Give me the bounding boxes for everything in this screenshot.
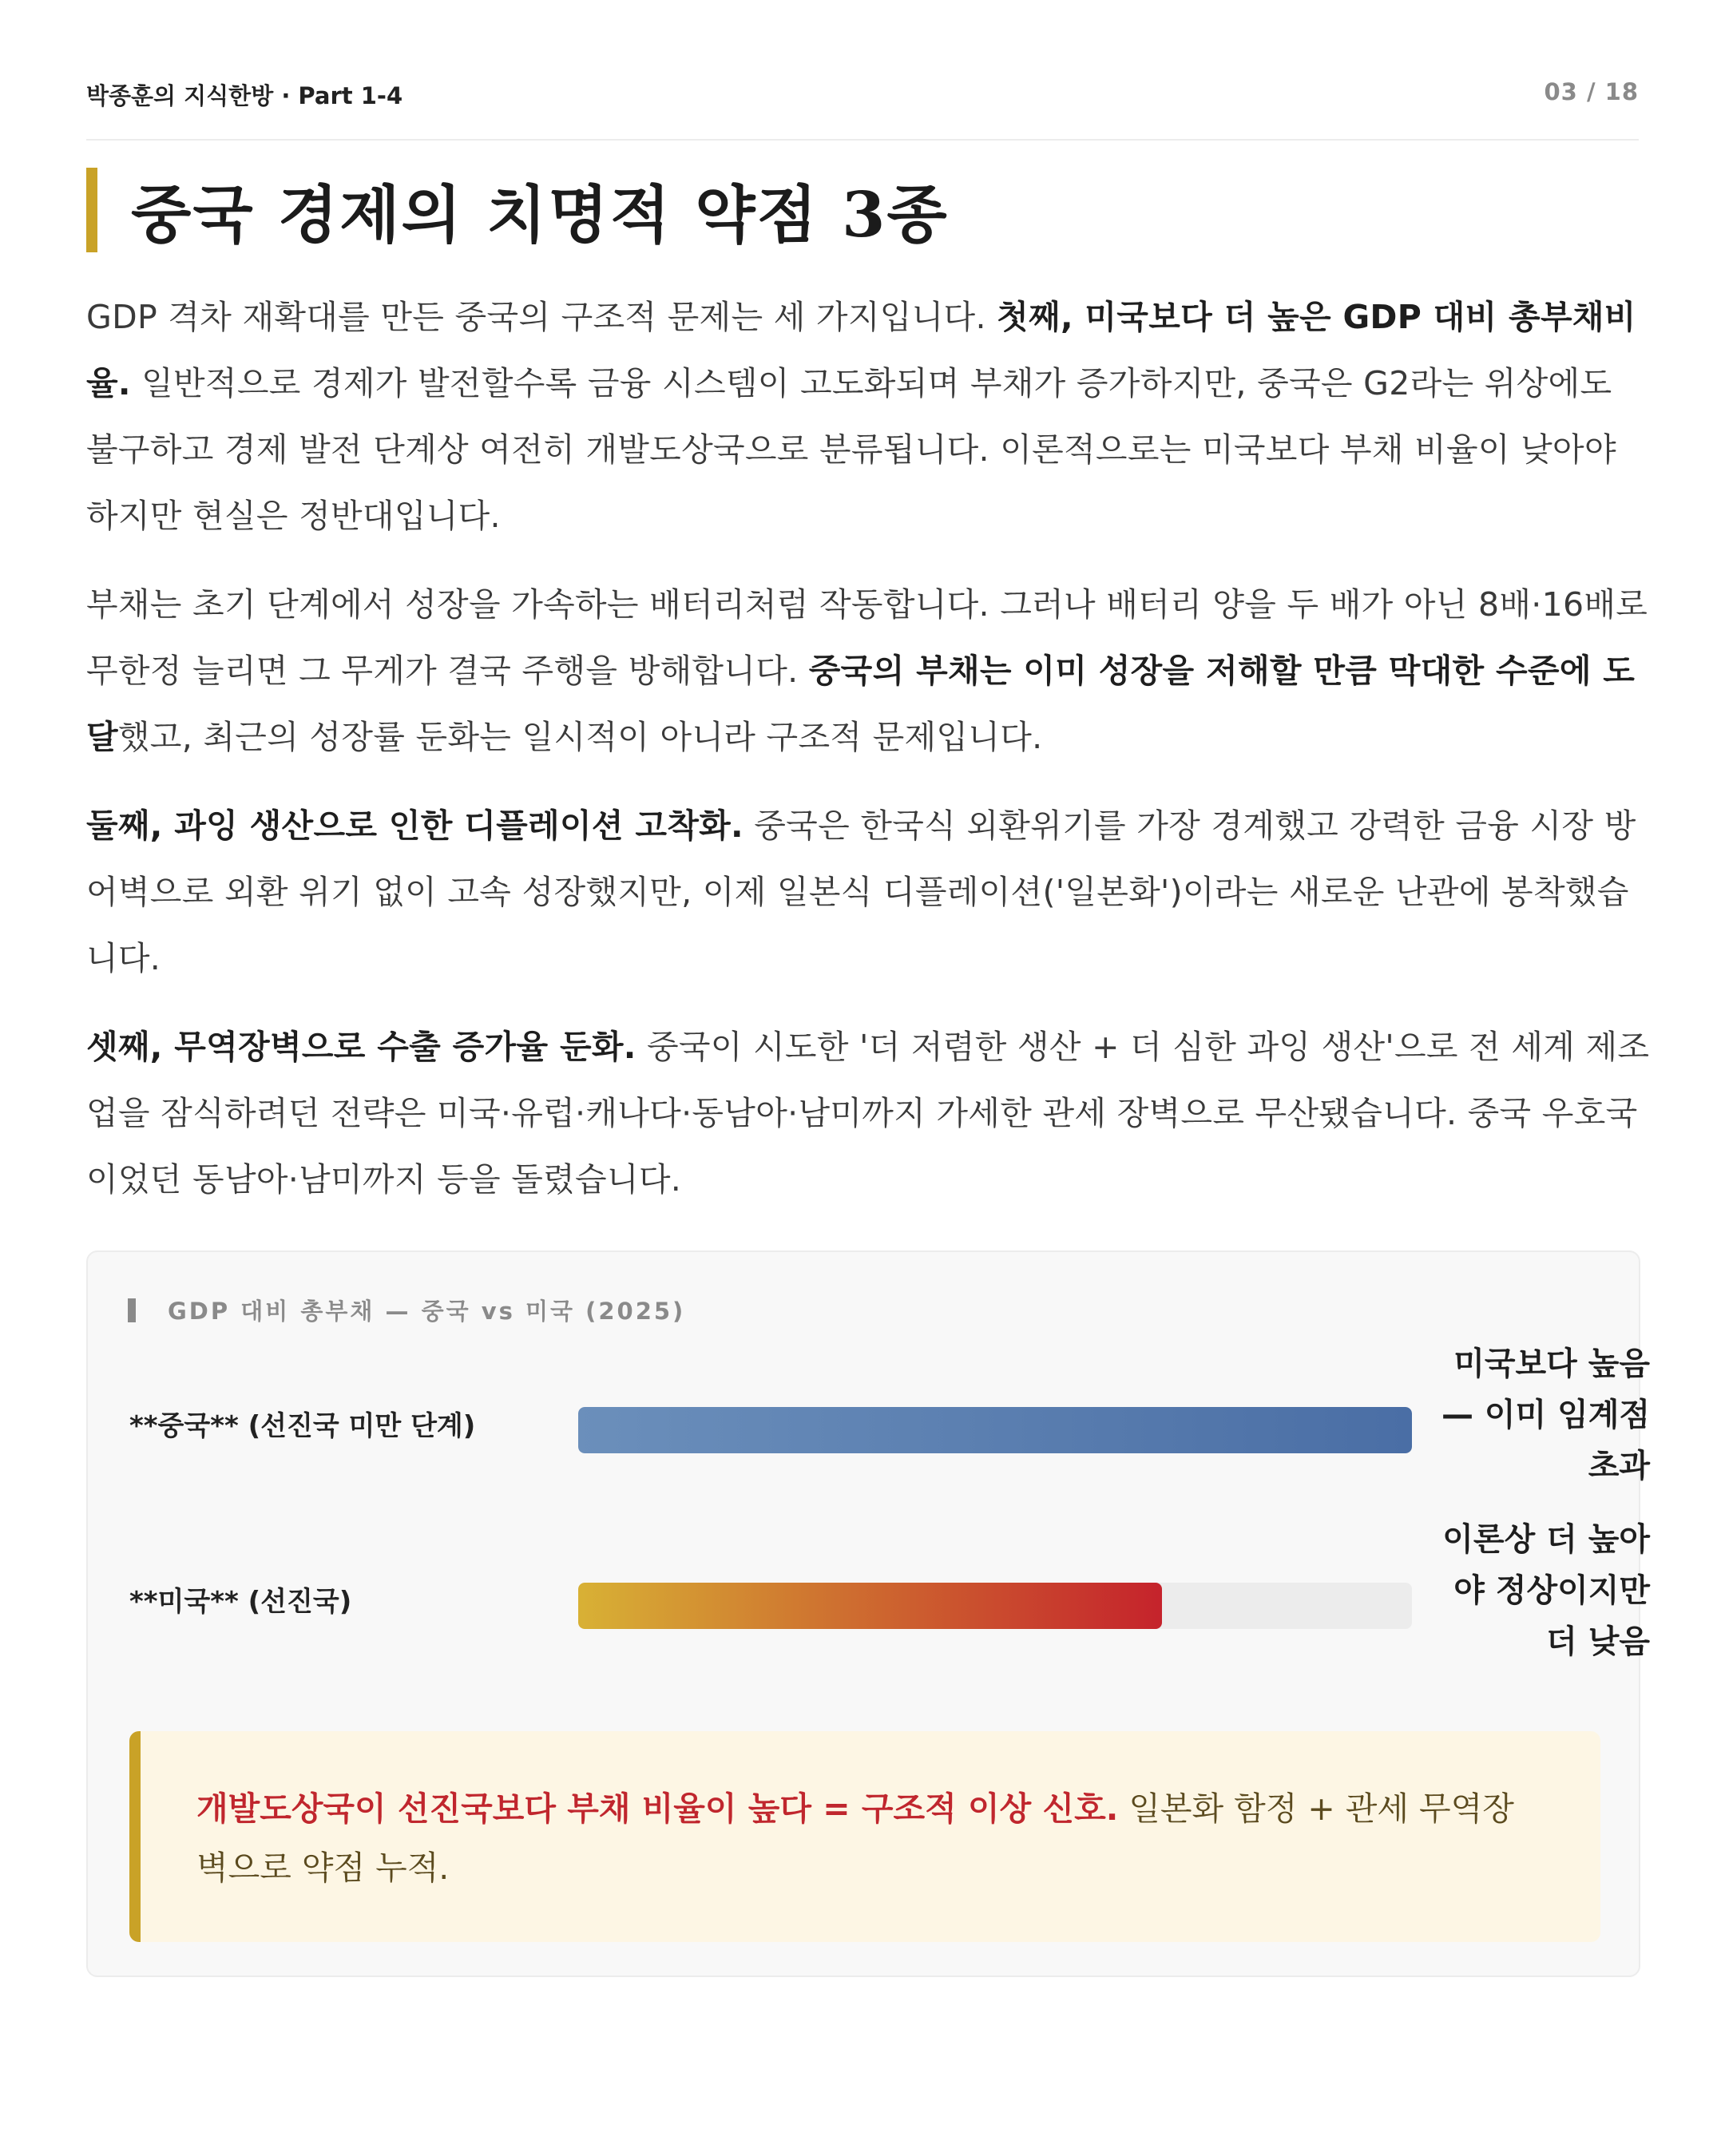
callout-text: 일본화 함정 + 관세 무역장벽으로 약점 누적. <box>196 1789 1514 1887</box>
bar-row-china <box>129 1338 1650 1514</box>
top-bar <box>86 78 1639 141</box>
bar-track-china <box>578 1407 1412 1453</box>
brand-name: 박종훈의 지식한방 <box>86 82 274 109</box>
chart-title <box>128 1294 685 1326</box>
body-segment: 일반적으로 경제가 발전할수록 금융 시스템이 고도화되며 부채가 증가하지만, 중국은 G2라는 위상에도 불구하고 경제 발전 단계상 여전히 개발도상국으로 분류됩니다. 이론적으로는 미국보다 부채 비율이 낮아야 하지만 현실은 정반대입니다. <box>86 364 1616 535</box>
title-block <box>86 168 949 252</box>
chart-title-text: GDP 대비 총부채 — 중국 vs 미국 (2025) <box>168 1298 686 1325</box>
debt-chart-card <box>86 1250 1650 1977</box>
body-segment: 중국은 한국식 외환위기를 가장 경계했고 강력한 금융 시장 방어벽으로 외환 위기 없이 고속 성장했지만, 이제 일본식 디플레이션('일본화')이라는 새로운 난관에 봉착했습니다. <box>86 807 1636 977</box>
paragraph-4 <box>86 1014 1652 1213</box>
callout-highlight: 개발도상국이 선진국보다 부채 비율이 높다 = 구조적 이상 신호. <box>196 1789 1119 1828</box>
part-label: · Part 1-4 <box>273 82 403 109</box>
bar-row-usa <box>129 1514 1650 1690</box>
title-accent-bar <box>86 168 97 252</box>
page-title: 중국 경제의 치명적 약점 3종 <box>131 179 949 252</box>
bar-note-china: 미국보다 높음 — 이미 임계점 초과 <box>1441 1346 1650 1484</box>
brand-label <box>86 78 402 111</box>
body-segment: 부채는 초기 단계에서 성장을 가속하는 배터리처럼 작동합니다. 그러나 배터리 양을 두 배가 아닌 8배·16배로 무한정 늘리면 그 무게가 결국 주행을 방해합니다. <box>86 585 1648 690</box>
emphasis-text: 첫째, 미국보다 더 높은 GDP 대비 총부채비율. <box>86 298 1636 402</box>
bar-label-china: **중국** (선진국 미만 단계) <box>129 1410 476 1442</box>
emphasis-text: 셋째, 무역장벽으로 수출 증가율 둔화. <box>86 1028 636 1066</box>
bar-track-usa <box>578 1583 1412 1629</box>
chart-title-marker <box>128 1298 136 1322</box>
page-counter: 03 / 18 <box>1544 78 1639 105</box>
paragraph-3 <box>86 793 1652 992</box>
paragraph-1 <box>86 284 1652 549</box>
emphasis-text: 둘째, 과잉 생산으로 인한 디플레이션 고착화. <box>86 807 744 845</box>
key-takeaway-callout <box>129 1731 1600 1942</box>
emphasis-text: 중국의 부채는 이미 성장을 저해할 만큼 막대한 수준에 도달 <box>86 652 1636 756</box>
bar-china <box>578 1407 1412 1453</box>
paragraph-2 <box>86 572 1652 771</box>
bar-label-usa: **미국** (선진국) <box>129 1586 352 1618</box>
body-text <box>86 284 1652 1235</box>
body-segment: 중국이 시도한 '더 저렴한 생산 + 더 심한 과잉 생산'으로 전 세계 제조업을 잠식하려던 전략은 미국·유럽·캐나다·동남아·남미까지 가세한 관세 장벽으로 무산됐습니다. 중국 우호국이었던 동남아·남미까지 등을 돌렸습니다. <box>86 1028 1650 1199</box>
body-segment: 했고, 최근의 성장률 둔화는 일시적이 아니라 구조적 문제입니다. <box>117 718 1043 756</box>
bar-usa <box>578 1583 1162 1629</box>
bar-note-usa: 이론상 더 높아야 정상이지만 더 낮음 <box>1442 1521 1650 1660</box>
body-segment: GDP 격차 재확대를 만든 중국의 구조적 문제는 세 가지입니다. <box>86 298 997 336</box>
